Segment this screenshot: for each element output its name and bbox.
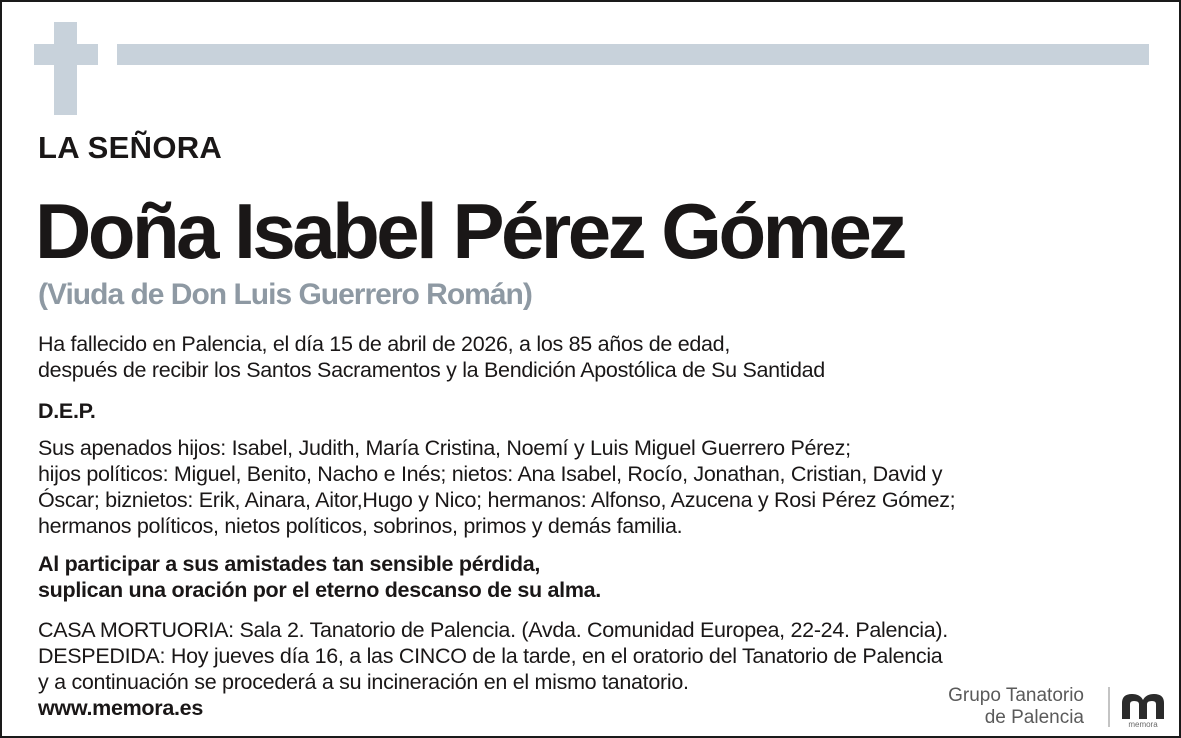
prayer-request-line: Al participar a sus amistades tan sensible pérdida,	[38, 552, 541, 576]
widow-of: (Viuda de Don Luis Guerrero Román)	[38, 278, 532, 311]
prayer-request	[38, 551, 601, 603]
deceased-name: Doña Isabel Pérez Gómez	[35, 187, 904, 275]
memora-logo-icon	[1118, 689, 1168, 729]
service-line: DESPEDIDA: Hoy jueves día 16, a las CINCO de la tarde, en el oratorio del Tanatorio de Palencia	[38, 644, 943, 668]
death-notice-line: Ha fallecido en Palencia, el día 15 de abril de 2026, a los 85 años de edad,	[38, 332, 730, 356]
cross-icon-horizontal	[34, 44, 98, 65]
death-notice	[38, 331, 825, 383]
logo-line-1: Grupo Tanatorio	[948, 685, 1084, 706]
family-line: Sus apenados hijos: Isabel, Judith, María Cristina, Noemí y Luis Miguel Guerrero Pérez;	[38, 436, 851, 460]
family-line: hijos políticos: Miguel, Benito, Nacho e Inés; nietos: Ana Isabel, Rocío, Jonathan, Cristian, David y	[38, 462, 943, 486]
rip-label: D.E.P.	[38, 399, 96, 423]
cross-icon-vertical	[54, 22, 77, 115]
service-line: CASA MORTUORIA: Sala 2. Tanatorio de Palencia. (Avda. Comunidad Europea, 22-24. Palencia).	[38, 618, 948, 642]
death-notice-line: después de recibir los Santos Sacramentos y la Bendición Apostólica de Su Santidad	[38, 358, 825, 382]
title-prefix: LA SEÑORA	[38, 130, 223, 165]
memora-label: memora	[1128, 720, 1158, 729]
prayer-request-line: suplican una oración por el eterno descanso de su alma.	[38, 578, 601, 602]
logo-divider	[1108, 687, 1110, 727]
logo-text	[948, 685, 1084, 729]
family-list	[38, 435, 955, 539]
family-line: hermanos políticos, nietos políticos, sobrinos, primos y demás familia.	[38, 514, 683, 538]
service-line: y a continuación se procederá a su incineración en el mismo tanatorio.	[38, 670, 689, 694]
family-line: Óscar; biznietos: Erik, Ainara, Aitor,Hugo y Nico; hermanos: Alfonso, Azucena y Rosi Pérez Gómez;	[38, 488, 956, 512]
memora-m-icon	[1118, 689, 1168, 721]
website-link[interactable]: www.memora.es	[38, 696, 203, 720]
service-details	[38, 617, 948, 695]
header-rule	[117, 44, 1149, 65]
logo-line-2: de Palencia	[984, 707, 1084, 728]
funeral-home-logo	[930, 685, 1170, 731]
